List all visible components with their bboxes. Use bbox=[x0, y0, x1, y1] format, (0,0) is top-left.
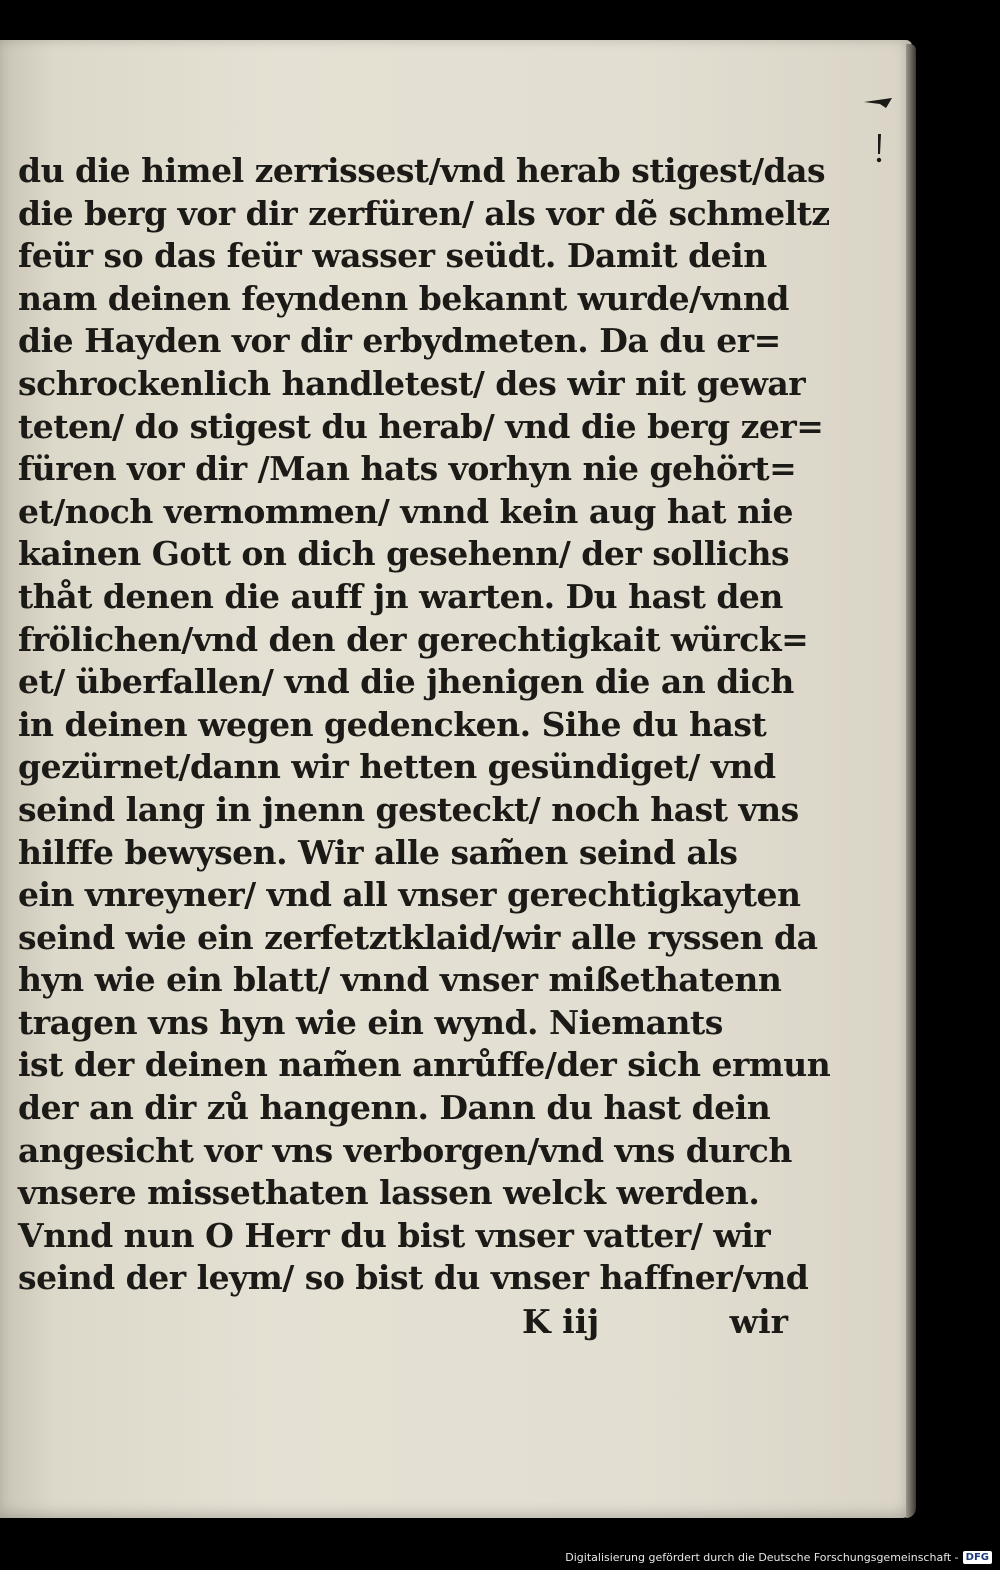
credit-text: Digitalisierung gefördert durch die Deutsche Forschungsgemeinschaft - bbox=[565, 1550, 959, 1564]
text-line: in deinen wegen gedencken. Sihe du hast bbox=[18, 704, 767, 744]
signature-mark: K iij bbox=[522, 1302, 600, 1341]
text-line: füren vor dir /Man hats vorhyn nie gehört= bbox=[18, 449, 797, 489]
page-footer-line bbox=[522, 1302, 792, 1346]
text-line: ein vnreyner/ vnd all vnser gerechtigkayten bbox=[18, 875, 801, 915]
text-line: die berg vor dir zerfüren/ als vor dẽ schmeltz bbox=[18, 193, 830, 233]
text-line: tragen vns hyn wie ein wynd. Niemants bbox=[18, 1002, 723, 1042]
text-line: teten/ do stigest du herab/ vnd die berg zer= bbox=[18, 406, 824, 446]
text-line: seind der leym/ so bist du vnser haffner/vnd bbox=[18, 1258, 809, 1298]
text-line: frölichen/vnd den der gerechtigkait würck= bbox=[18, 619, 809, 659]
text-block bbox=[18, 150, 831, 1300]
text-line: kainen Gott on dich gesehenn/ der sollichs bbox=[18, 534, 790, 574]
text-line: hyn wie ein blatt/ vnnd vnser mißethatenn bbox=[18, 960, 782, 1000]
text-line: ist der deinen nam̃en anrůffe/der sich ermun bbox=[18, 1045, 831, 1085]
text-line: nam deinen feyndenn bekannt wurde/vnnd bbox=[18, 278, 789, 318]
text-line: angesicht vor vns verborgen/vnd vns durch bbox=[18, 1130, 792, 1170]
text-line: vnsere missethaten lassen welck werden. bbox=[18, 1173, 760, 1213]
text-line: thåt denen die auff jn warten. Du hast den bbox=[18, 576, 783, 616]
text-line: die Hayden vor dir erbydmeten. Da du er= bbox=[18, 321, 781, 361]
text-line: gezürnet/dann wir hetten gesündiget/ vnd bbox=[18, 747, 776, 787]
page-edge bbox=[906, 44, 916, 1518]
text-line: et/ überfallen/ vnd die jhenigen die an dich bbox=[18, 662, 794, 702]
text-line: feür so das feür wasser seüdt. Damit dein bbox=[18, 236, 767, 276]
text-line: seind lang in jnenn gesteckt/ noch hast vns bbox=[18, 789, 799, 829]
digitization-credit bbox=[565, 1548, 992, 1566]
ink-blot-mark bbox=[858, 94, 898, 164]
text-line: der an dir zů hangenn. Dann du hast dein bbox=[18, 1088, 771, 1128]
text-line: schrockenlich handletest/ des wir nit gewar bbox=[18, 363, 806, 403]
text-line: hilffe bewysen. Wir alle sam̃en seind als bbox=[18, 832, 738, 872]
text-line: seind wie ein zerfetztklaid/wir alle ryssen da bbox=[18, 917, 818, 957]
text-line: Vnnd nun O Herr du bist vnser vatter/ wir bbox=[18, 1215, 771, 1255]
catchword: wir bbox=[729, 1302, 788, 1341]
dfg-logo: DFG bbox=[963, 1551, 992, 1564]
text-line: du die himel zerrissest/vnd herab stigest/das bbox=[18, 151, 826, 190]
text-line: et/noch vernommen/ vnnd kein aug hat nie bbox=[18, 491, 793, 531]
